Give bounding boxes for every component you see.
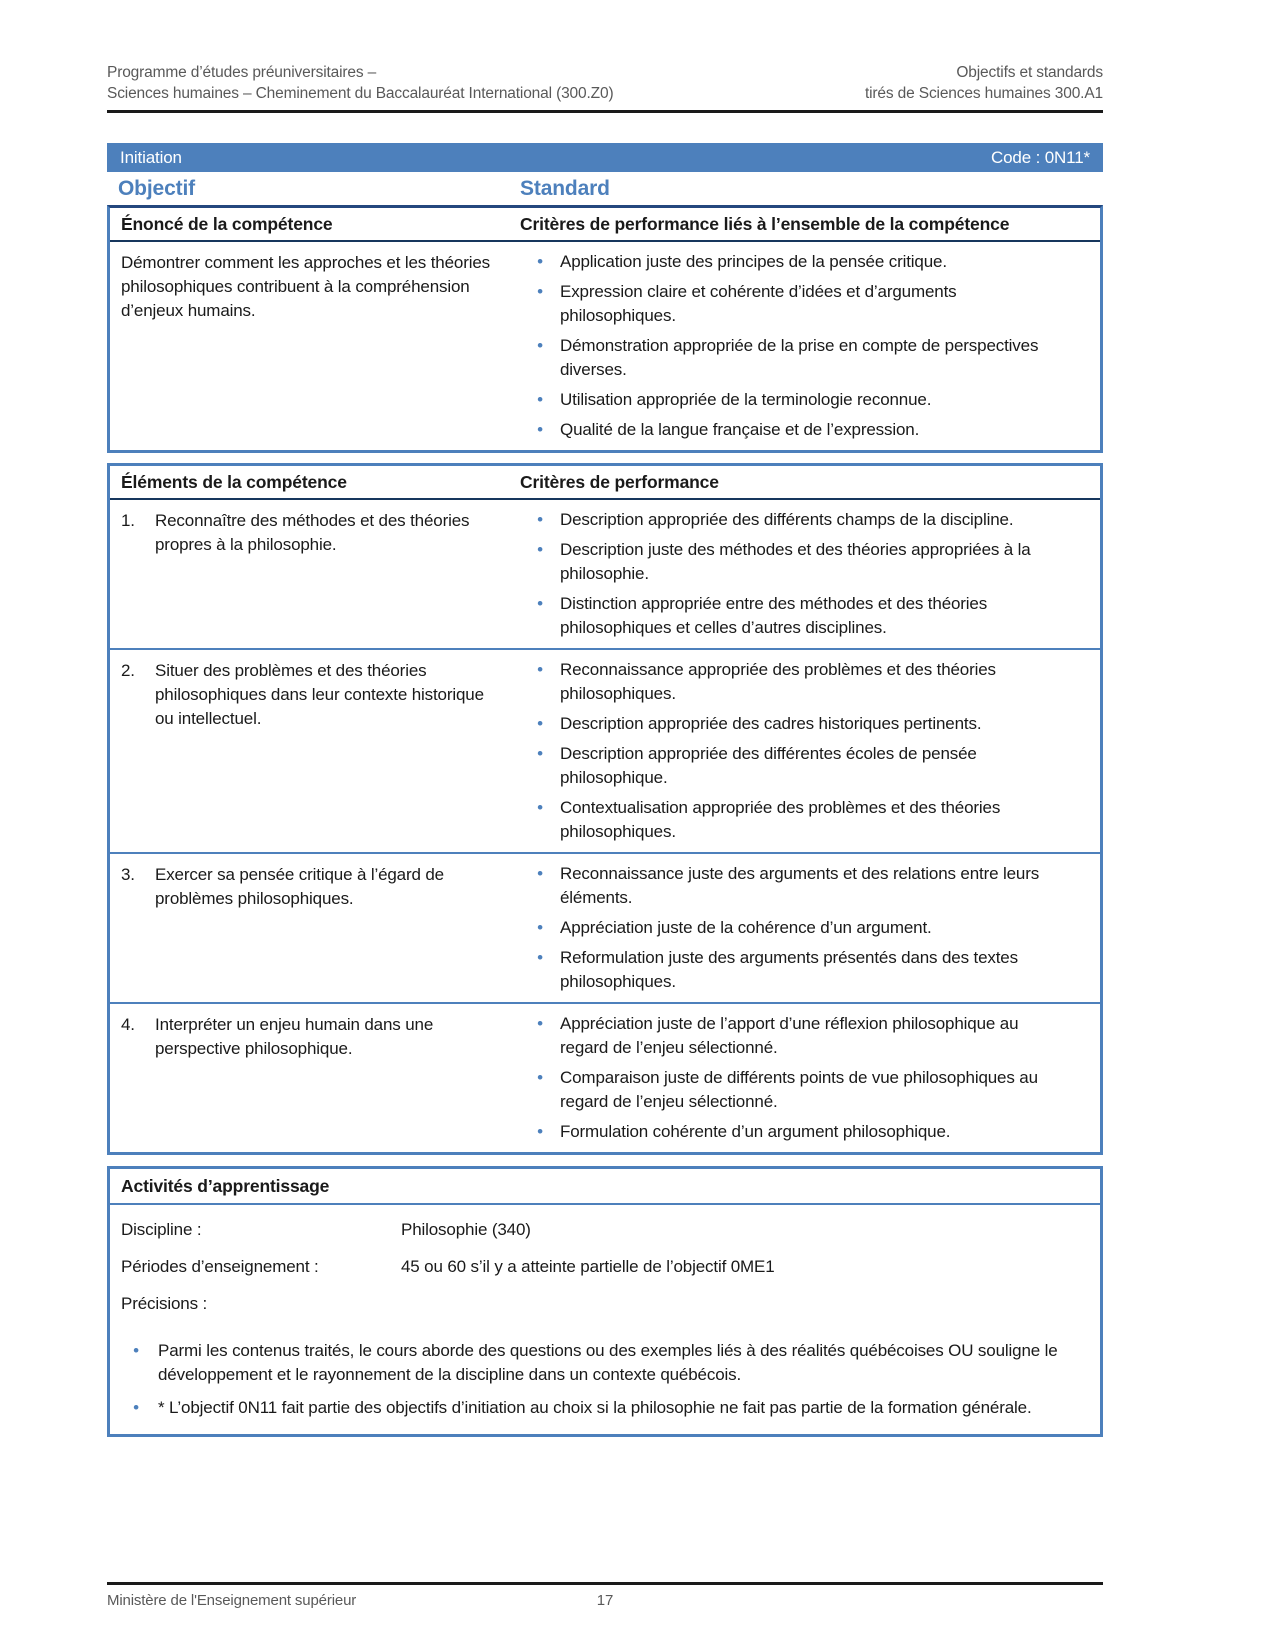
criterion-item — [520, 712, 1072, 736]
criterion-text: Formulation cohérente d’un argument philosophique. — [560, 1122, 951, 1141]
activities-title: Activités d’apprentissage — [110, 1169, 1100, 1205]
criterion-text: Expression claire et cohérente d’idées et d’arguments philosophiques. — [560, 282, 957, 325]
criterion-item — [520, 538, 1072, 586]
page-header-left — [107, 62, 613, 104]
element-row-2 — [110, 648, 1100, 852]
activities-box — [107, 1166, 1103, 1437]
criterion-item — [520, 946, 1072, 994]
element-criteria-list — [510, 1004, 1100, 1152]
element-text: Situer des problèmes et des théories philosophiques dans leur contexte historique ou intellectuel. — [155, 661, 484, 728]
criterion-item — [520, 1120, 1072, 1144]
criterion-text: Reconnaissance appropriée des problèmes et des théories philosophiques. — [560, 660, 996, 703]
criterion-text: Appréciation juste de l’apport d’une réflexion philosophique au regard de l’enjeu sélectionné. — [560, 1014, 1019, 1057]
element-cell — [110, 854, 510, 1002]
bullet-icon: • — [537, 390, 543, 409]
note-text: Parmi les contenus traités, le cours aborde des questions ou des exemples liés à des réalités québécoises OU souligne le développement et le rayonnement de la discipline dans un contexte québécois. — [158, 1341, 1058, 1384]
element-text: Reconnaître des méthodes et des théories propres à la philosophie. — [155, 511, 470, 554]
criterion-text: Application juste des principes de la pensée critique. — [560, 252, 947, 271]
criterion-item — [520, 388, 1072, 412]
discipline-value: Philosophie (340) — [401, 1220, 531, 1239]
competence-left-header: Énoncé de la compétence — [121, 214, 333, 234]
elements-table-header — [110, 466, 1100, 500]
bullet-icon: • — [537, 510, 543, 529]
element-number: 4. — [121, 1015, 135, 1034]
element-criteria-list — [510, 854, 1100, 1002]
element-row-1 — [110, 500, 1100, 648]
objectif-heading-cell — [107, 177, 520, 201]
criterion-item — [520, 592, 1072, 640]
criterion-item — [520, 1012, 1072, 1060]
criterion-text: Comparaison juste de différents points de vue philosophiques au regard de l’enjeu sélectionné. — [560, 1068, 1038, 1111]
criterion-text: Contextualisation appropriée des problèmes et des théories philosophiques. — [560, 798, 1001, 841]
note-text: * L’objectif 0N11 fait partie des objectifs d’initiation au choix si la philosophie ne fait pas partie de la formation générale. — [158, 1398, 1032, 1417]
criterion-text: Appréciation juste de la cohérence d’un argument. — [560, 918, 932, 937]
element-number: 3. — [121, 865, 135, 884]
criterion-text: Distinction appropriée entre des méthodes et des théories philosophiques et celles d’autres disciplines. — [560, 594, 988, 637]
criterion-text: Reformulation juste des arguments présentés dans des textes philosophiques. — [560, 948, 1018, 991]
element-cell — [110, 650, 510, 852]
precisions-label: Précisions : — [121, 1294, 208, 1313]
header-objectives-line1: Objectifs et standards — [956, 64, 1103, 81]
bullet-icon: • — [537, 1014, 543, 1033]
criterion-item — [520, 796, 1072, 844]
periods-row — [110, 1242, 1100, 1279]
criterion-text: Qualité de la langue française et de l’expression. — [560, 420, 920, 439]
bullet-icon: • — [537, 714, 543, 733]
discipline-label: Discipline : — [121, 1220, 202, 1239]
standard-heading: Standard — [520, 177, 610, 200]
header-objectives-line2: tirés de Sciences humaines 300.A1 — [864, 85, 1103, 102]
criterion-item — [520, 742, 1072, 790]
element-row-3 — [110, 852, 1100, 1002]
page-header-right — [865, 62, 1103, 104]
bullet-icon: • — [133, 1341, 139, 1360]
criterion-text: Reconnaissance juste des arguments et des relations entre leurs éléments. — [560, 864, 1040, 907]
criterion-item — [520, 658, 1072, 706]
objectif-heading: Objectif — [118, 177, 195, 200]
element-cell — [110, 500, 510, 648]
discipline-row — [110, 1205, 1100, 1242]
criterion-item — [520, 862, 1072, 910]
criterion-text: Description juste des méthodes et des théories appropriées à la philosophie. — [560, 540, 1031, 583]
activities-notes — [110, 1316, 1100, 1434]
elements-left-header: Éléments de la compétence — [121, 472, 347, 492]
precisions-row — [110, 1279, 1100, 1316]
bullet-icon: • — [537, 744, 543, 763]
banner-title: Initiation — [120, 147, 182, 167]
element-text: Interpréter un enjeu humain dans une perspective philosophique. — [155, 1015, 434, 1058]
criterion-text: Description appropriée des cadres historiques pertinents. — [560, 714, 982, 733]
criterion-text: Utilisation appropriée de la terminologie reconnue. — [560, 390, 932, 409]
bullet-icon: • — [537, 948, 543, 967]
competence-criteria-list — [510, 242, 1100, 450]
elements-right-header: Critères de performance — [520, 472, 719, 492]
criterion-item — [520, 418, 1072, 442]
initiation-banner — [107, 143, 1103, 172]
bullet-icon: • — [537, 282, 543, 301]
bullet-icon: • — [537, 1068, 543, 1087]
header-program-line1: Programme d’études préuniversitaires – — [107, 64, 377, 81]
element-cell — [110, 1004, 510, 1152]
periods-label: Périodes d’enseignement : — [121, 1257, 319, 1276]
criterion-item — [520, 1066, 1072, 1114]
page-header — [107, 0, 1103, 110]
element-criteria-list — [510, 650, 1100, 852]
competence-statement: Démontrer comment les approches et les théories philosophiques contribuent à la compréhension d’enjeux humains. — [121, 253, 491, 320]
banner-code: Code : 0N11* — [990, 147, 1090, 167]
table-gap — [107, 453, 1103, 463]
criterion-item — [520, 508, 1072, 532]
page-number: 17 — [596, 1592, 614, 1609]
element-text: Exercer sa pensée critique à l’égard de problèmes philosophiques. — [155, 865, 444, 908]
page-content — [107, 0, 1103, 1437]
criterion-item — [520, 250, 1072, 274]
competence-table — [107, 205, 1103, 453]
section-headings — [107, 177, 1103, 201]
bullet-icon: • — [537, 918, 543, 937]
header-divider-rule — [107, 110, 1103, 113]
periods-value: 45 ou 60 s’il y a atteinte partielle de l’objectif 0ME1 — [401, 1257, 775, 1276]
criterion-text: Description appropriée des différents champs de la discipline. — [560, 510, 1014, 529]
criterion-item — [520, 334, 1072, 382]
bullet-icon: • — [537, 1122, 543, 1141]
competence-table-body — [110, 242, 1100, 450]
element-number: 1. — [121, 511, 135, 530]
header-program-line2: Sciences humaines – Cheminement du Baccalauréat International (300.Z0) — [107, 85, 614, 102]
page-footer — [107, 1582, 1103, 1612]
footer-line — [107, 1590, 1103, 1612]
note-item — [114, 1339, 1089, 1387]
criterion-item — [520, 280, 1072, 328]
bullet-icon: • — [537, 336, 543, 355]
bullet-icon: • — [537, 420, 543, 439]
bullet-icon: • — [537, 798, 543, 817]
bullet-icon: • — [537, 540, 543, 559]
criterion-text: Description appropriée des différentes écoles de pensée philosophique. — [560, 744, 977, 787]
element-number: 2. — [121, 661, 135, 680]
elements-table — [107, 463, 1103, 1155]
element-criteria-list — [510, 500, 1100, 648]
note-item — [114, 1396, 1089, 1420]
bullet-icon: • — [537, 864, 543, 883]
criterion-text: Démonstration appropriée de la prise en compte de perspectives diverses. — [560, 336, 1039, 379]
element-row-4 — [110, 1002, 1100, 1152]
competence-right-header: Critères de performance liés à l’ensemble de la compétence — [520, 214, 1010, 234]
footer-divider-rule — [107, 1582, 1103, 1585]
bullet-icon: • — [537, 594, 543, 613]
bullet-icon: • — [133, 1398, 139, 1417]
footer-ministry: Ministère de l'Enseignement supérieur — [107, 1592, 357, 1609]
criterion-item — [520, 916, 1072, 940]
competence-table-header — [110, 208, 1100, 242]
standard-heading-cell — [520, 177, 1103, 201]
bullet-icon: • — [537, 660, 543, 679]
bullet-icon: • — [537, 252, 543, 271]
